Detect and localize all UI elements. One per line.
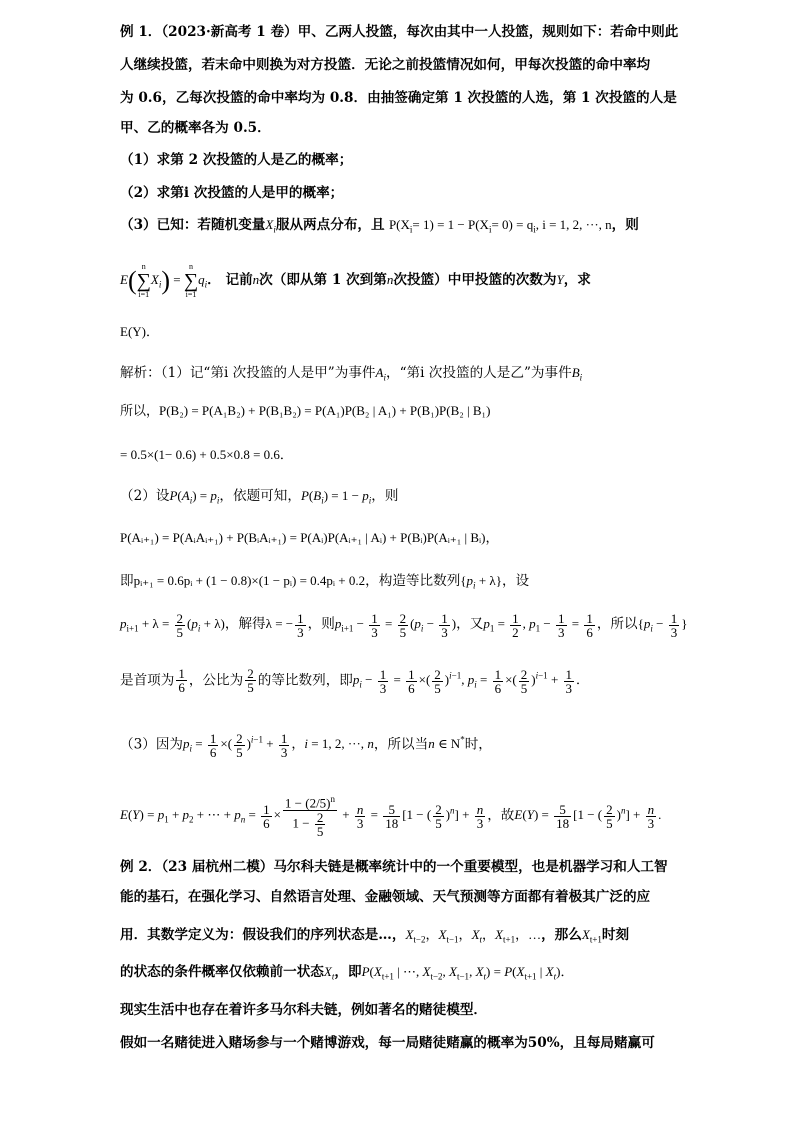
q4-text-b: 次（即从第 1 次到第 <box>259 272 387 288</box>
q4-text-c: 次投篮）中甲投篮的次数为 <box>393 272 557 288</box>
ex2-line-1: 例 2．（23 届杭州二模）马尔科夫链是概率统计中的一个重要模型，也是机器学习和人工智 <box>120 859 668 875</box>
recurrence-formula: pᵢ₊₁ = 0.6pᵢ + (1 − 0.8)×(1 − pᵢ) = 0.4pᵢ + 0.2 <box>133 573 366 588</box>
ex1-question-3-end: E(Y)． <box>120 324 159 339</box>
ex1-line-4: 甲、乙的概率各为 0.5． <box>120 120 271 136</box>
expectation-sum-formula: E( n ∑ i=1 $X_i$) = n ∑ i=1 $q_i$ <box>120 262 208 300</box>
q3-text-a: （3）已知：若随机变量 <box>120 217 266 233</box>
sol2-text-construct: ，构造等比数列 <box>365 573 461 589</box>
sol2-text-c: ，则 <box>371 488 399 504</box>
q3-text-g: ，则 <box>611 217 639 233</box>
sol2-text-geo: 的等比数列，即 <box>257 672 353 689</box>
ex1-question-2: （2）求第i 次投篮的人是甲的概率； <box>120 185 344 201</box>
sol-part2-eq3: $p_{i+1} + \lambda$ = $\frac{2}{5}$ $(p_i + \lambda)$，解得λ = − $\frac{1}{3}$ ，则$p_{i+1}$ − $\frac{1}{3}$ = $\frac{2}{5}$ ($p_i$ − $\frac{1}{3}$ )，又$p_1$ = $\frac{1}{2}$ , $p_1$ − $\frac{1}{3}$ = $\frac{1}{6}$ ，所以{$p_i$ − $\frac{1}{3}$ } <box>120 610 688 640</box>
sol2-text-she: ，设 <box>501 573 530 589</box>
sol-part1-eq1: 所以，P(B₂) = P(A₁B₂) + P(B₁B₂) = P(A₁)P(B₂ | A₁) + P(B₁)P(B₂ | B₁) <box>120 403 491 418</box>
sol3-text-because: （3）因为 <box>120 736 184 753</box>
sol-part2: （2）设$P(A_i) = p_i$，依题可知，$P(B_i) = 1 - p_i$，则 <box>120 488 399 506</box>
ex2-text-e: ，即 <box>334 964 362 980</box>
sol3-text-therefore: ，故 <box>487 807 515 824</box>
sol2-text-suoyi: ，所以 <box>596 616 638 632</box>
sol-part2-eq4: 是首项为 $\frac{1}{6}$ ，公比为 $\frac{2}{5}$ 的等比数列，即$p_i$ − $\frac{1}{3}$ = $\frac{1}{6}$ ×( $\frac{2}{5}$ )$^{i-1}$, $p_i$ = $\frac{1}{6}$ ×( $\frac{2}{5}$ )$^{i-1}$ + $\frac{1}{3}$ ． <box>120 666 590 696</box>
sol2-text-b: ，依题可知， <box>219 488 301 504</box>
q4-text-d: ，求 <box>563 272 591 288</box>
sol-part1: 解析：（1）记“第i 次投篮的人是甲”为事件$A_i$，“第i 次投篮的人是乙”为事件$B_i$ <box>120 365 583 383</box>
sol-part1-eq2: = 0.5×(1− 0.6) + 0.5×0.8 = 0.6． <box>120 447 293 462</box>
ex2-line-3: 用．其数学定义为：假设我们的序列状态是…，$X_{t-2}$，$X_{t-1}$，$X_t$，$X_{t+1}$，…，那么$X_{t+1}$时刻 <box>120 927 630 945</box>
sol2-text-ze: ，则 <box>307 616 335 632</box>
sol2-text-ratio: ，公比为 <box>188 672 244 689</box>
sol-part2-eq2: 即pᵢ₊₁ = 0.6pᵢ + (1 − 0.8)×(1 − pᵢ) = 0.4pᵢ + 0.2，构造等比数列$\{p_i + \lambda\}$，设 <box>120 573 530 591</box>
ex2-text-b: ，那么 <box>541 927 582 943</box>
ex2-line-5: 现实生活中也存在着许多马尔科夫链，例如著名的赌徒模型． <box>120 1002 488 1018</box>
ex2-text-c: 时刻 <box>601 927 630 943</box>
sol1-text-a: 解析：（1）记“第i 次投篮的人是甲”为事件 <box>120 365 376 381</box>
sol2-text-first: 是首项为 <box>120 672 175 689</box>
ex2-line-6: 假如一名赌徒进入赌场参与一个赌博游戏，每一局赌徒赌赢的概率为50%，且每局赌赢可 <box>120 1035 655 1051</box>
sol3-text-when: 时， <box>464 736 492 753</box>
sol1-text-b: ，“第i 次投篮的人是乙”为事件 <box>385 365 572 381</box>
sol-part2-eq1: P(Aᵢ₊₁) = P(AᵢAᵢ₊₁) + P(BᵢAᵢ₊₁) = P(Aᵢ)P(Aᵢ₊₁ | Aᵢ) + P(Bᵢ)P(Aᵢ₊₁ | Bᵢ)， <box>120 530 499 545</box>
sol2-text-solve: ，解得 <box>224 616 266 632</box>
sol2-text-a: （2）设 <box>120 488 170 504</box>
sol2-text-ji: 即 <box>120 573 134 589</box>
ex2-line-2: 能的基石，在强化学习、自然语言处理、金融领域、天气预测等方面都有着极其广泛的应 <box>120 889 651 905</box>
ex2-text-a: 用．其数学定义为：假设我们的序列状态是…， <box>120 927 406 943</box>
var-Xi: $X_i$ <box>265 217 276 235</box>
ex1-line-2: 人继续投篮，若末命中则换为对方投篮．无论之前投篮情况如何，甲每次投篮的命中率均 <box>120 57 651 73</box>
q3-text-b: 服从两点分布，且 <box>275 217 385 233</box>
ex2-text-d: 的状态的条件概率仅依赖前一状态 <box>120 964 324 980</box>
ex2-line-4: 的状态的条件概率仅依赖前一状态$X_t$，即$P(X_{t+1}$ | ⋯, $X_{t-2}$, $X_{t-1}$, $X_t) = P(X_{t+1}$ | $X_t$)． <box>120 964 574 982</box>
ex1-question-1: （1）求第 2 次投篮的人是乙的概率； <box>120 152 353 168</box>
ex1-question-3-cont: E( n ∑ i=1 $X_i$) = n ∑ i=1 $q_i$． 记前n次（即从第 1 次到第n次投篮）中甲投篮的次数为Y，求 <box>120 262 591 300</box>
sol2-text-you: ，又 <box>456 616 484 632</box>
ex1-line-3: 为 0.6，乙每次投篮的命中率均为 0.8．由抽签确定第 1 次投篮的人选，第 1 次投篮的人是 <box>120 90 677 106</box>
ex1-line-1: 例 1．（2023·新高考 1 卷）甲、乙两人投篮，每次由其中一人投篮，规则如下：若命中则此 <box>120 24 679 40</box>
ex1-question-3 <box>120 215 684 240</box>
q4-text-a: ． 记前 <box>207 272 253 288</box>
sol-part3: （3）因为$p_i$ = $\frac{1}{6}$ ×( $\frac{2}{5}$ )$^{i-1}$ + $\frac{1}{3}$ ，i = 1, 2, ···, n，所以当n ∈ N*时， <box>120 730 492 760</box>
two-point-formula: $P(X_i= 1) = 1 - P(X_i= 0) = q_i$, i = 1, 2, ···, n <box>388 217 612 235</box>
sol-part3-eq: $E(Y) = p_1 + p_2$ + ⋯ + $p_n$ = $\frac{1}{6}$ × $1 - (2/5)^n$ 1 − $\frac{2}{5}$ + $\frac{n}{3}$ = $\frac{5}{18}$ [1 − ( $\frac{2}{5}$ )$^n$] + $\frac{n}{3}$ ，故E(Y) = $\frac{5}{18}$ [1 − ( $\frac{2}{5}$ )$^n$] + $\frac{n}{3}$ . <box>120 794 662 839</box>
sol3-text-so: ，所以当 <box>373 736 429 753</box>
